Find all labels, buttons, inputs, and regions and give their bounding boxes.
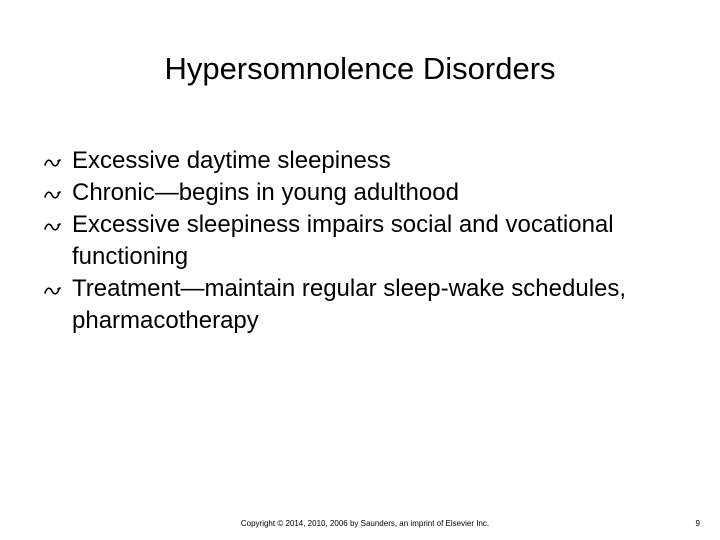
bullet-item xyxy=(44,273,664,337)
bullet-item xyxy=(44,209,664,273)
bullet-text: Treatment—maintain regular sleep-wake schedules, pharmacotherapy xyxy=(72,275,627,334)
bullet-text: Chronic—begins in young adulthood xyxy=(72,179,459,206)
footer-copyright: Copyright © 2014, 2010, 2006 by Saunders, an imprint of Elsevier Inc. xyxy=(240,519,490,528)
bullet-text: Excessive sleepiness impairs social and vocational functioning xyxy=(72,211,614,270)
slide-title: Hypersomnolence Disorders xyxy=(164,51,556,86)
bullet-item xyxy=(44,177,664,209)
wave-bullet-icon xyxy=(44,158,62,168)
page-number: 9 xyxy=(695,519,700,528)
bullet-item xyxy=(44,145,664,177)
wave-bullet-icon xyxy=(44,190,62,200)
bullet-list xyxy=(44,145,664,337)
wave-bullet-icon xyxy=(44,222,62,232)
bullet-text: Excessive daytime sleepiness xyxy=(72,147,391,174)
wave-bullet-icon xyxy=(44,286,62,296)
